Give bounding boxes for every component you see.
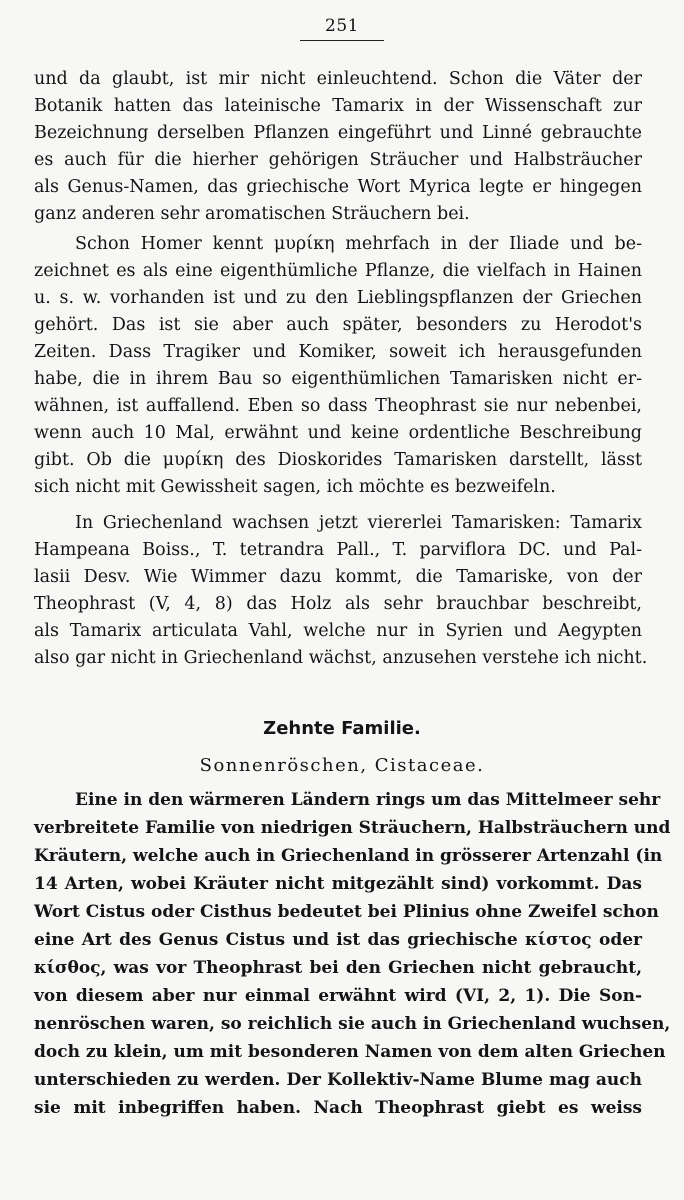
- text-line: Kräutern, welche auch in Griechenland in grösserer Artenzahl (in: [34, 846, 663, 866]
- text-line: als Tamarix articulata Vahl, welche nur in Syrien und Aegypten: [34, 621, 642, 641]
- section-subtitle: Sonnenröschen, Cistaceae.: [199, 755, 485, 776]
- text-line: von diesem aber nur einmal erwähnt wird (VI, 2, 1). Die Son-: [34, 986, 642, 1006]
- text-line: Bezeichnung derselben Pflanzen eingeführt und Linné gebrauchte: [34, 123, 642, 143]
- text-line: verbreitete Familie von niedrigen Sträuchern, Halbsträuchern und: [34, 818, 671, 838]
- text-line: gibt. Ob die μυρίκη des Dioskorides Tamarisken darstellt, lässt: [34, 450, 642, 470]
- text-line: doch zu klein, um mit besonderen Namen von dem alten Griechen: [34, 1042, 666, 1062]
- text-line: gehört. Das ist sie aber auch später, besonders zu Herodot's: [34, 315, 642, 335]
- text-line: habe, die in ihrem Bau so eigenthümlichen Tamarisken nicht er-: [34, 369, 642, 389]
- text-line: 14 Arten, wobei Kräuter nicht mitgezählt sind) vorkommt. Das: [34, 874, 642, 894]
- text-line: Zeiten. Dass Tragiker und Komiker, soweit ich herausgefunden: [34, 342, 642, 362]
- page-number: 251: [300, 16, 384, 41]
- text-line: lasii Desv. Wie Wimmer dazu kommt, die Tamariske, von der: [34, 567, 642, 587]
- text-line: Theophrast (V, 4, 8) das Holz als sehr brauchbar beschreibt,: [34, 594, 642, 614]
- text-line: zeichnet es als eine eigenthümliche Pflanze, die vielfach in Hainen: [34, 261, 642, 281]
- text-line: eine Art des Genus Cistus und ist das griechische κίστος oder: [34, 930, 642, 950]
- text-line: unterschieden zu werden. Der Kollektiv-Name Blume mag auch: [34, 1070, 642, 1090]
- text-line: Schon Homer kennt μυρίκη mehrfach in der Iliade und be-: [75, 234, 642, 254]
- text-line: κίσθος, was vor Theophrast bei den Griechen nicht gebraucht,: [34, 958, 642, 978]
- text-line: u. s. w. vorhanden ist und zu den Lieblingspflanzen der Griechen: [34, 288, 642, 308]
- text-line: und da glaubt, ist mir nicht einleuchtend. Schon die Väter der: [34, 69, 642, 89]
- text-line: sie mit inbegriffen haben. Nach Theophrast giebt es weiss: [34, 1098, 642, 1118]
- text-line: sich nicht mit Gewissheit sagen, ich möchte es bezweifeln.: [34, 477, 556, 497]
- text-line: Wort Cistus oder Cisthus bedeutet bei Plinius ohne Zweifel schon: [34, 902, 659, 922]
- text-line: wähnen, ist auffallend. Eben so dass Theophrast sie nur nebenbei,: [34, 396, 642, 416]
- text-line: Eine in den wärmeren Ländern rings um das Mittelmeer sehr: [75, 790, 661, 810]
- text-line: Botanik hatten das lateinische Tamarix in der Wissenschaft zur: [34, 96, 642, 116]
- text-line: ganz anderen sehr aromatischen Sträuchern bei.: [34, 204, 470, 224]
- section-title: Zehnte Familie.: [263, 718, 421, 739]
- text-line: wenn auch 10 Mal, erwähnt und keine ordentliche Beschreibung: [34, 423, 642, 443]
- text-line: In Griechenland wachsen jetzt viererlei Tamarisken: Tamarix: [75, 513, 642, 533]
- text-line: als Genus-Namen, das griechische Wort Myrica legte er hingegen: [34, 177, 642, 197]
- text-line: es auch für die hierher gehörigen Sträucher und Halbsträucher: [34, 150, 642, 170]
- text-line: nenröschen waren, so reichlich sie auch in Griechenland wuchsen,: [34, 1014, 671, 1034]
- text-line: Hampeana Boiss., T. tetrandra Pall., T. parviflora DC. und Pal-: [34, 540, 642, 560]
- text-line: also gar nicht in Griechenland wächst, anzusehen verstehe ich nicht.: [34, 648, 648, 668]
